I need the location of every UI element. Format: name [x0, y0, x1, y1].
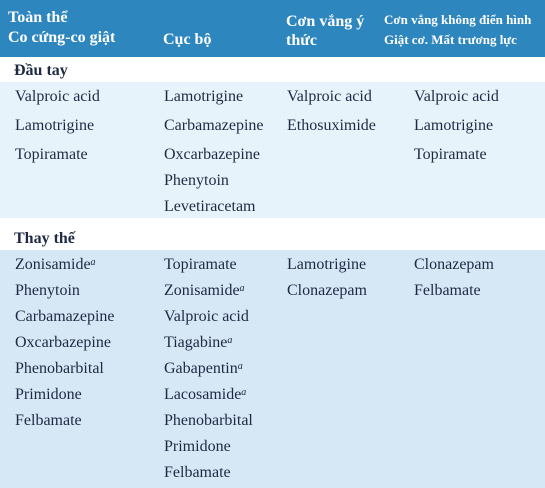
first-line-col-atypical	[414, 84, 499, 168]
drug-cell: Lacosamide$^a$	[164, 386, 247, 403]
header-atypical: Cơn vắng không điển hình Giật cơ. Mất trương lực	[384, 12, 532, 47]
drug-cell: Lamotrigine	[287, 256, 367, 273]
drug-cell: Clonazepam	[414, 256, 494, 273]
drug-cell: Oxcarbazepine	[15, 334, 111, 351]
alt-col-atypical	[414, 252, 494, 304]
drug-cell: Lamotrigine	[164, 88, 244, 105]
drug-cell: Ethosuximide	[287, 117, 376, 134]
drug-cell: Tiagabine$^a$	[164, 334, 233, 351]
drug-cell: Valproic acid	[287, 88, 372, 105]
drug-cell: Topiramate	[414, 146, 487, 163]
table-header	[0, 0, 545, 57]
drug-cell: Valproic acid	[164, 308, 249, 325]
drug-cell: Carbamazepine	[15, 308, 115, 325]
drug-cell: Topiramate	[164, 256, 237, 273]
drug-cell: Phenobarbital	[164, 412, 253, 429]
drug-cell: Levetiracetam	[164, 198, 256, 215]
drug-cell: Zonisamide$^a$	[15, 256, 96, 273]
footnote-marker: a	[241, 387, 247, 398]
first-line-col-focal	[164, 84, 264, 220]
footnote-marker: a	[90, 257, 96, 268]
first-line-col-generalized	[15, 84, 100, 168]
drug-cell: Felbamate	[164, 464, 231, 481]
drug-cell: Carbamazepine	[164, 117, 264, 134]
drug-cell: Gabapentin$^a$	[164, 360, 243, 377]
drug-cell: Phenobarbital	[15, 360, 104, 377]
drug-cell: Oxcarbazepine	[164, 146, 260, 163]
drug-cell: Felbamate	[414, 282, 481, 299]
section-title-alternative: Thay thế	[14, 230, 75, 247]
section-title-first-line: Đầu tay	[14, 62, 68, 79]
drug-cell: Clonazepam	[287, 282, 367, 299]
drug-cell: Zonisamide$^a$	[164, 282, 245, 299]
footnote-marker: a	[227, 335, 233, 346]
drug-cell: Lamotrigine	[414, 117, 494, 134]
drug-cell: Valproic acid	[414, 88, 499, 105]
footnote-marker: a	[237, 361, 243, 372]
header-absence: Cơn vắng ý thức	[286, 13, 365, 49]
drug-cell: Primidone	[15, 386, 82, 403]
drug-cell: Primidone	[164, 438, 231, 455]
alt-col-absence	[287, 252, 367, 304]
header-generalized: Toàn thể Co cứng-co giật	[8, 9, 116, 46]
drug-cell: Phenytoin	[164, 172, 229, 189]
first-line-col-absence	[287, 84, 376, 142]
alt-col-focal	[164, 252, 253, 486]
drug-cell: Felbamate	[15, 412, 82, 429]
alt-col-generalized	[15, 252, 115, 434]
drug-cell: Topiramate	[15, 146, 88, 163]
drug-cell: Lamotrigine	[15, 117, 95, 134]
footnote-marker: a	[239, 283, 245, 294]
header-focal: Cục bộ	[163, 31, 212, 48]
drug-cell: Valproic acid	[15, 88, 100, 105]
drug-cell: Phenytoin	[15, 282, 80, 299]
